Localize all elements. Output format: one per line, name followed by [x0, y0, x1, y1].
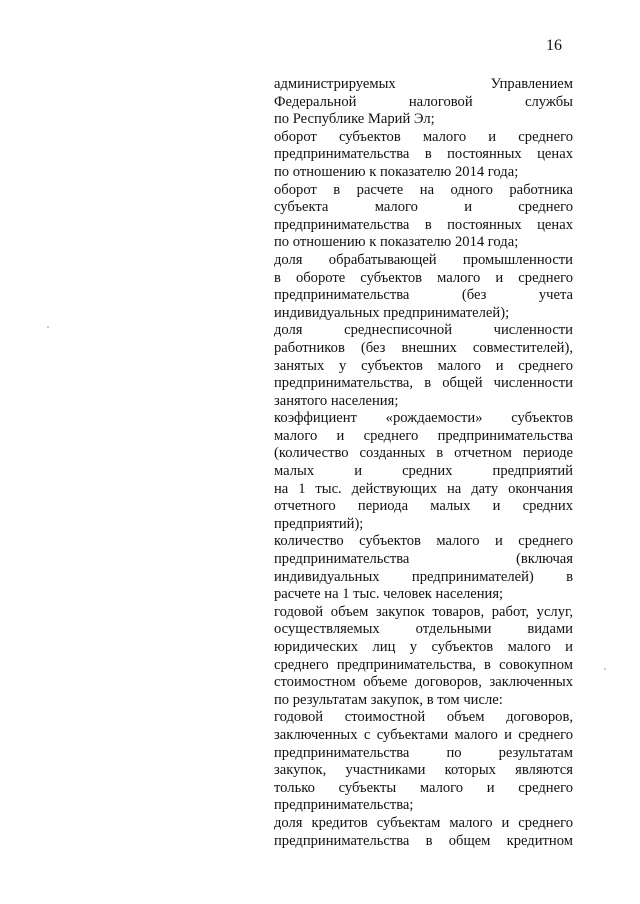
text-line: годовой стоимостной объем договоров, — [274, 709, 573, 726]
text-line: стоимостном объеме договоров, заключенных — [274, 674, 573, 691]
text-line: оборот в расчете на одного работника — [274, 181, 573, 198]
text-line: на 1 тыс. действующих на дату окончания — [274, 480, 573, 497]
scan-speck — [604, 668, 606, 670]
text-line: коэффициент «рождаемости» субъектов — [274, 410, 573, 427]
text-line: индивидуальных предпринимателей); — [274, 304, 510, 321]
text-line: (количество созданных в отчетном периоде — [274, 445, 573, 462]
text-line: администрируемых Управлением — [274, 76, 573, 92]
text-line: малого и среднего предпринимательства — [274, 427, 573, 444]
text-line: предпринимательства в общем кредитном — [274, 832, 573, 849]
text-line: только субъекты малого и среднего — [274, 779, 573, 796]
page-number: 16 — [546, 37, 562, 54]
text-line: предпринимательства в постоянных ценах — [274, 216, 573, 233]
text-line: субъекта малого и среднего — [274, 199, 573, 216]
text-line: предпринимательства; — [274, 797, 414, 814]
text-line: предпринимательства (включая — [274, 551, 573, 568]
text-line: занятых у субъектов малого и среднего — [274, 357, 573, 374]
text-line: закупок, участниками которых являются — [274, 762, 573, 779]
text-line: заключенных с субъектами малого и среднего — [274, 726, 573, 743]
text-line: доля кредитов субъектам малого и среднего — [274, 814, 573, 831]
body-text-column — [274, 76, 573, 850]
text-line: предпринимательства по результатам — [274, 744, 573, 761]
text-line: предпринимательства в постоянных ценах — [274, 146, 573, 163]
text-line: малых и средних предприятий — [274, 463, 573, 480]
text-line: индивидуальных предпринимателей) в — [274, 568, 573, 585]
text-line: предпринимательства, в общей численности — [274, 375, 573, 392]
scan-speck — [47, 326, 49, 328]
text-line: доля обрабатывающей промышленности — [274, 251, 573, 268]
text-line: Федеральной налоговой службы — [274, 93, 573, 110]
text-line: количество субъектов малого и среднего — [274, 533, 573, 550]
text-line: в обороте субъектов малого и среднего — [274, 269, 573, 286]
text-line: отчетного периода малых и средних — [274, 498, 573, 515]
text-line: работников (без внешних совместителей), — [274, 339, 573, 356]
text-line: среднего предпринимательства, в совокупном — [274, 656, 573, 673]
text-line: расчете на 1 тыс. человек населения; — [274, 586, 504, 603]
text-line: по отношению к показателю 2014 года; — [274, 163, 519, 180]
text-line: годовой объем закупок товаров, работ, услуг, — [274, 603, 573, 620]
text-line: по отношению к показателю 2014 года; — [274, 234, 519, 251]
text-line: оборот субъектов малого и среднего — [274, 128, 573, 145]
text-line: юридических лиц у субъектов малого и — [274, 639, 573, 655]
text-line: предприятий); — [274, 515, 364, 532]
text-line: осуществляемых отдельными видами — [274, 621, 573, 638]
text-line: занятого населения; — [274, 392, 399, 409]
text-line: по результатам закупок, в том числе: — [274, 691, 503, 708]
text-line: предпринимательства (без учета — [274, 287, 573, 304]
text-line: по Республике Марий Эл; — [274, 111, 435, 128]
text-line: доля среднесписочной численности — [274, 322, 573, 339]
